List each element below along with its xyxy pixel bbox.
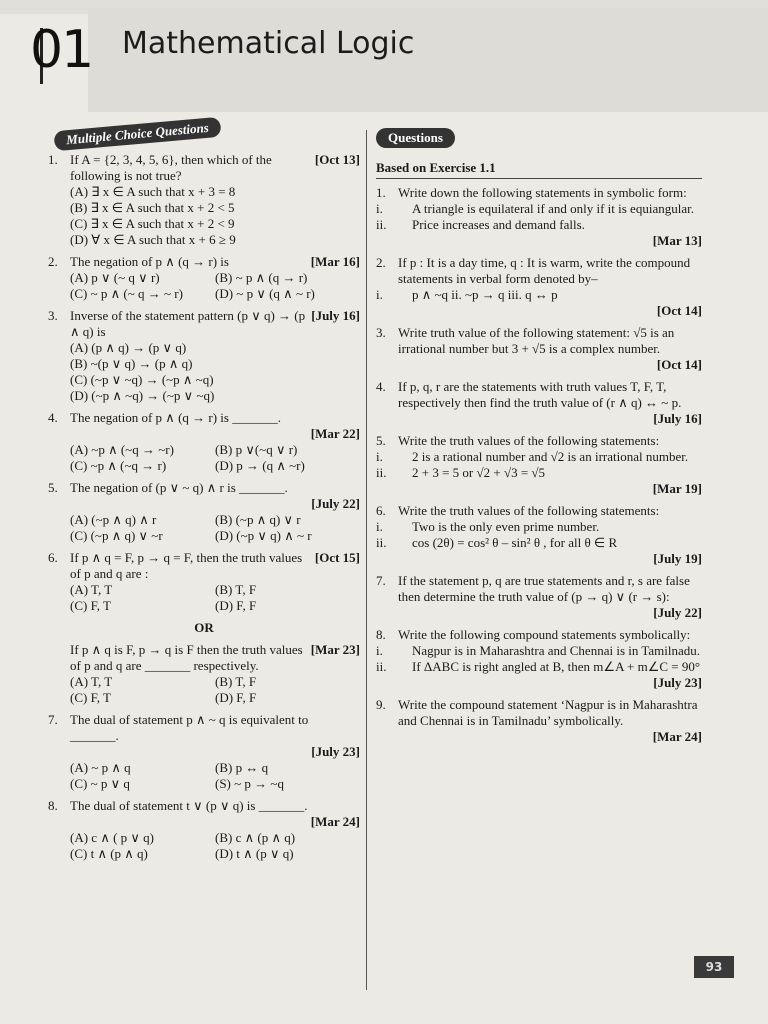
- option: (D) ~ p ∨ (q ∧ ~ r): [215, 286, 315, 301]
- exercise-title: Based on Exercise 1.1: [376, 160, 702, 179]
- option: (B) ~(p ∨ q) → (p ∧ q): [70, 356, 193, 371]
- mcq-question: [48, 480, 360, 544]
- question-number: 8.: [376, 627, 386, 642]
- sub-number: ii.: [376, 535, 387, 550]
- mcq-question: [48, 798, 360, 862]
- question-number: 5.: [48, 480, 58, 495]
- question-text: If the statement p, q are true statements and r, s are false then determine the truth value of (p → q) ∨ (r → s):: [398, 573, 690, 604]
- question-text: Write the compound statement ‘Nagpur is in Maharashtra and Chennai is in Tamilnadu’ symbolically.: [398, 697, 698, 728]
- question-number: 3.: [48, 308, 58, 323]
- sub-number: i.: [376, 449, 383, 464]
- question-item: [376, 697, 702, 745]
- mcq-question: [48, 410, 360, 474]
- question-text: Write the following compound statements symbolically:: [398, 627, 691, 642]
- sub-text: Two is the only even prime number.: [412, 519, 600, 534]
- sub-text: 2 is a rational number and √2 is an irrational number.: [412, 449, 689, 464]
- exam-tag: [July 16]: [653, 411, 702, 426]
- sub-number: ii.: [376, 659, 387, 674]
- question-text: Write down the following statements in symbolic form:: [398, 185, 687, 200]
- question-text: If p ∧ q = F, p → q = F, then the truth values of p and q are :: [70, 550, 303, 581]
- option: (A) (p ∧ q) → (p ∨ q): [70, 340, 187, 355]
- question-number: 1.: [48, 152, 58, 167]
- mcq-question: [48, 254, 360, 302]
- mcq-heading: Multiple Choice Questions: [53, 117, 221, 151]
- question-text: The negation of p ∧ (q → r) is _______.: [70, 410, 281, 425]
- question-text: Write the truth values of the following statements:: [398, 433, 660, 448]
- exam-tag: [July 16]: [311, 308, 360, 323]
- option: (D) (~p ∧ ~q) → (~p ∨ ~q): [70, 388, 215, 403]
- option: (A) ∃ x ∈ A such that x + 3 = 8: [70, 184, 236, 199]
- sub-text: If ΔABC is right angled at B, then m∠A + m∠C = 90°: [412, 659, 701, 674]
- option: (B) T, F: [215, 582, 257, 597]
- question-item: [376, 433, 702, 497]
- question-text: Write truth value of the following statement: √5 is an irrational number but 3 + √5 is a complex number.: [398, 325, 675, 356]
- question-text: Inverse of the statement pattern (p ∨ q) → (p ∧ q) is: [70, 308, 306, 339]
- mcq-question: [48, 308, 360, 404]
- exam-tag: [Oct 13]: [314, 152, 360, 167]
- question-text: Write the truth values of the following statements:: [398, 503, 660, 518]
- question-item: [376, 255, 702, 319]
- option: (D) p → (q ∧ ~r): [215, 458, 305, 473]
- question-number: 8.: [48, 798, 58, 813]
- sub-number: i.: [376, 519, 383, 534]
- question-number: 5.: [376, 433, 386, 448]
- chapter-number: 01: [30, 20, 93, 80]
- exam-tag: [July 19]: [653, 551, 702, 566]
- question-item: [376, 573, 702, 621]
- exam-tag: [Mar 22]: [310, 426, 360, 441]
- question-number: 2.: [48, 254, 58, 269]
- option: (A) p ∨ (~ q ∨ r): [70, 270, 160, 285]
- option: (D) F, F: [215, 598, 257, 613]
- question-item: [376, 503, 702, 567]
- sub-text: Nagpur is in Maharashtra and Chennai is in Tamilnadu.: [412, 643, 701, 658]
- option: (A) (~p ∧ q) ∧ r: [70, 512, 157, 527]
- option: (C) t ∧ (p ∧ q): [70, 846, 148, 861]
- question-number: 3.: [376, 325, 386, 340]
- option: (C) (~p ∧ q) ∨ ~r: [70, 528, 163, 543]
- question-item: [376, 379, 702, 427]
- questions-heading: Questions: [376, 128, 455, 148]
- exam-tag: [July 22]: [653, 605, 702, 620]
- exam-tag: [July 23]: [653, 675, 702, 690]
- exam-tag: [Mar 13]: [652, 233, 702, 248]
- question-number: 2.: [376, 255, 386, 270]
- option: (B) T, F: [215, 674, 257, 689]
- question-number: 4.: [376, 379, 386, 394]
- sub-text: cos (2θ) = cos² θ – sin² θ , for all θ ∈ R: [412, 535, 618, 550]
- option: (A) T, T: [70, 582, 113, 597]
- question-number: 6.: [376, 503, 386, 518]
- option: (C) F, T: [70, 598, 111, 613]
- option: (S) ~ p → ~q: [215, 776, 284, 791]
- exam-tag: [Mar 23]: [310, 642, 360, 657]
- sub-number: ii.: [376, 465, 387, 480]
- question-item: [376, 185, 702, 249]
- question-number: 7.: [376, 573, 386, 588]
- mcq-column: [48, 152, 360, 868]
- column-divider: [366, 130, 367, 990]
- option: (D) t ∧ (p ∨ q): [215, 846, 294, 861]
- option: (D) F, F: [215, 690, 257, 705]
- question-text: If p : It is a day time, q : It is warm, write the compound statements in verbal form denoted by–: [398, 255, 691, 286]
- sub-text: Price increases and demand falls.: [412, 217, 585, 232]
- question-text: The dual of statement p ∧ ~ q is equivalent to _______.: [70, 712, 309, 743]
- option: (B) p ∨(~q ∨ r): [215, 442, 298, 457]
- exam-tag: [July 22]: [311, 496, 360, 511]
- sub-number: i.: [376, 643, 383, 658]
- mcq-question: [48, 152, 360, 248]
- or-label: OR: [194, 620, 214, 635]
- question-number: 7.: [48, 712, 58, 727]
- exam-tag: [July 23]: [311, 744, 360, 759]
- sub-number: ii.: [376, 217, 387, 232]
- option: (A) ~ p ∧ q: [70, 760, 131, 775]
- page-number: 93: [694, 956, 734, 978]
- question-text: If p, q, r are the statements with truth values T, F, T, respectively then find the truth value of (r ∧ q) ↔ ~ p.: [398, 379, 682, 410]
- mcq-question: [48, 550, 360, 706]
- question-text: The negation of p ∧ (q → r) is: [70, 254, 229, 269]
- sub-text: A triangle is equilateral if and only if it is equiangular.: [412, 201, 694, 216]
- exam-tag: [Mar 24]: [310, 814, 360, 829]
- option: (C) (~p ∨ ~q) → (~p ∧ ~q): [70, 372, 214, 387]
- option: (C) ~ p ∧ (~ q → ~ r): [70, 286, 183, 301]
- option: (B) p ↔ q: [215, 760, 269, 775]
- option: (C) F, T: [70, 690, 111, 705]
- exam-tag: [Oct 14]: [656, 357, 702, 372]
- option: (B) (~p ∧ q) ∨ r: [215, 512, 301, 527]
- exam-tag: [Mar 19]: [652, 481, 702, 496]
- option: (A) T, T: [70, 674, 113, 689]
- exam-tag: [Oct 14]: [656, 303, 702, 318]
- option: (A) c ∧ ( p ∨ q): [70, 830, 155, 845]
- question-text: The dual of statement t ∨ (p ∨ q) is _______.: [70, 798, 308, 813]
- exam-tag: [Mar 24]: [652, 729, 702, 744]
- option: (D) (~p ∨ q) ∧ ~ r: [215, 528, 312, 543]
- exam-tag: [Mar 16]: [310, 254, 360, 269]
- question-item: [376, 627, 702, 691]
- question-number: 1.: [376, 185, 386, 200]
- question-number: 9.: [376, 697, 386, 712]
- question-text: If A = {2, 3, 4, 5, 6}, then which of the following is not true?: [70, 152, 272, 183]
- option: (C) ~ p ∨ q: [70, 776, 130, 791]
- option: (D) ∀ x ∈ A such that x + 6 ≥ 9: [70, 232, 236, 247]
- question-text: The negation of (p ∨ ~ q) ∧ r is _______.: [70, 480, 288, 495]
- mcq-question: [48, 712, 360, 792]
- option: (B) ∃ x ∈ A such that x + 2 < 5: [70, 200, 235, 215]
- sub-number: i.: [376, 287, 383, 302]
- option: (C) ~p ∧ (~q → r): [70, 458, 167, 473]
- questions-column: [376, 160, 702, 751]
- question-text: If p ∧ q is F, p → q is F then the truth values of p and q are _______ respectively.: [70, 642, 303, 673]
- option: (C) ∃ x ∈ A such that x + 2 < 9: [70, 216, 235, 231]
- option: (A) ~p ∧ (~q → ~r): [70, 442, 174, 457]
- option: (B) ~ p ∧ (q → r): [215, 270, 308, 285]
- question-item: [376, 325, 702, 373]
- sub-text: p ∧ ~q ii. ~p → q iii. q ↔ p: [412, 287, 558, 302]
- option: (B) c ∧ (p ∧ q): [215, 830, 296, 845]
- chapter-title: Mathematical Logic: [122, 26, 415, 61]
- exam-tag: [Oct 15]: [314, 550, 360, 565]
- question-number: 4.: [48, 410, 58, 425]
- sub-number: i.: [376, 201, 383, 216]
- question-number: 6.: [48, 550, 58, 565]
- sub-text: 2 + 3 = 5 or √2 + √3 = √5: [412, 465, 546, 480]
